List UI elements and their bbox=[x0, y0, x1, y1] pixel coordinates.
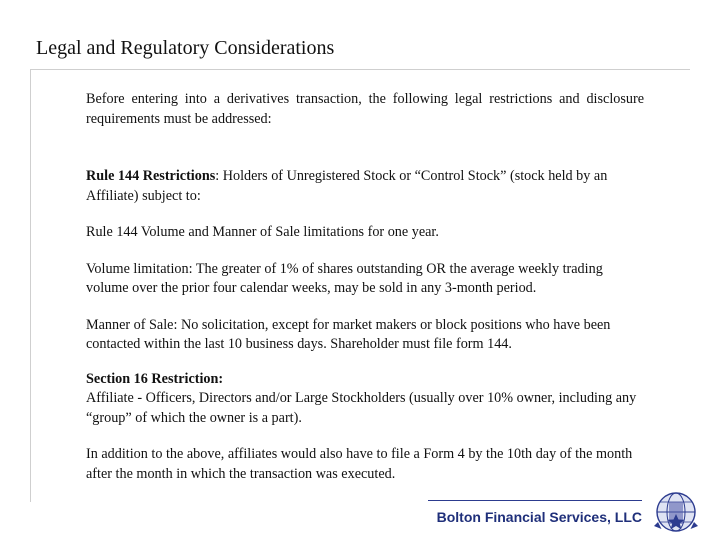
slide-body bbox=[86, 90, 644, 484]
rule144-paragraph bbox=[86, 167, 644, 206]
left-border-line bbox=[30, 69, 31, 502]
rule144-heading: Rule 144 Restrictions bbox=[86, 168, 216, 184]
globe-star-logo-icon bbox=[650, 488, 702, 536]
form4-paragraph: In addition to the above, affiliates would also have to file a Form 4 by the 10th day of the month after the month in which the transaction was executed. bbox=[86, 446, 633, 482]
manner-of-sale-paragraph: Manner of Sale: No solicitation, except for market makers or block positions who have been contacted within the last 10 business days. Shareholder must file form 144. bbox=[86, 316, 611, 352]
section16-heading: Section 16 Restriction: bbox=[86, 370, 224, 387]
section16-text: Affiliate - Officers, Directors and/or Large Stockholders (usually over 10% owner, including any “group” of which the owner is a part). bbox=[86, 390, 637, 426]
footer-divider bbox=[428, 500, 642, 501]
volume-manner-paragraph: Rule 144 Volume and Manner of Sale limitations for one year. bbox=[86, 224, 439, 240]
section16-paragraph bbox=[86, 370, 644, 429]
title-divider bbox=[30, 69, 690, 70]
intro-paragraph: Before entering into a derivatives transaction, the following legal restrictions and disclosure requirements must be addressed: bbox=[86, 91, 644, 127]
volume-limitation-paragraph: Volume limitation: The greater of 1% of shares outstanding OR the average weekly trading volume over the prior four calendar weeks, may be sold in any 3-month period. bbox=[86, 260, 603, 296]
slide-title: Legal and Regulatory Considerations bbox=[36, 37, 335, 59]
footer-company-name: Bolton Financial Services, LLC bbox=[436, 509, 642, 525]
rule144-text: : Holders of Unregistered Stock or “Control Stock” (stock held by an Affiliate) subject to: bbox=[86, 168, 608, 204]
